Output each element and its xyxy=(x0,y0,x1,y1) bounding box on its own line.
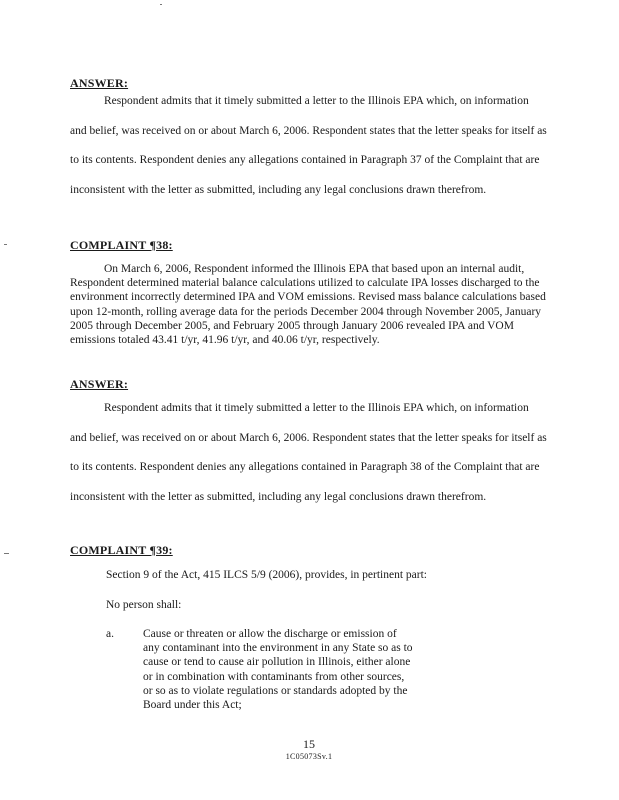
complaint-39-heading: COMPLAINT ¶39: xyxy=(70,543,173,557)
answer-paragraph: Respondent admits that it timely submitted a letter to the Illinois EPA which, on information and belief, was received on or about March 6, 2006. Respondent states that the letter speaks for itself as to its contents. Respondent denies any allegations contained in Paragraph 37 of the Complaint that are inconsistent with the letter as submitted, including any legal conclusions drawn therefrom. xyxy=(70,95,547,196)
statute-item-label: a. xyxy=(106,628,114,640)
answer-heading: ANSWER: xyxy=(70,377,129,391)
answer-heading: ANSWER: xyxy=(70,76,129,90)
statute-lead: No person shall: xyxy=(106,599,182,611)
page-number: 15 xyxy=(303,737,315,751)
document-id: 1C05073Sv.1 xyxy=(285,752,333,761)
statute-intro: Section 9 of the Act, 415 ILCS 5/9 (2006), provides, in pertinent part: xyxy=(106,569,427,581)
scan-mark xyxy=(160,4,162,5)
complaint-38-heading: COMPLAINT ¶38: xyxy=(70,238,173,252)
answer-paragraph: Respondent admits that it timely submitted a letter to the Illinois EPA which, on information and belief, was received on or about March 6, 2006. Respondent states that the letter speaks for itself as to its contents. Respondent denies any allegations contained in Paragraph 38 of the Complaint that are inconsistent with the letter as submitted, including any legal conclusions drawn therefrom. xyxy=(70,402,547,503)
scan-mark xyxy=(4,553,9,554)
scan-mark xyxy=(4,244,7,245)
complaint-38-paragraph: On March 6, 2006, Respondent informed the Illinois EPA that based upon an internal audit, Respondent determined material balance calculations utilized to calculate IPA losses discharged to the environment incorrectly determined IPA and VOM emissions. Revised mass balance calculations based upon 12-month, rolling average data for the periods December 2004 through November 2005, January 2005 through December 2005, and February 2005 through January 2006 revealed IPA and VOM emissions totaled 43.41 t/yr, 41.96 t/yr, and 40.06 t/yr, respectively. xyxy=(70,263,546,347)
statute-item-text: Cause or threaten or allow the discharge or emission of any contaminant into the environment in any State so as to cause or tend to cause air pollution in Illinois, either alone or in combination with contaminants from other sources, or so as to violate regulations or standards adopted by the Board under this Act; xyxy=(143,628,413,712)
